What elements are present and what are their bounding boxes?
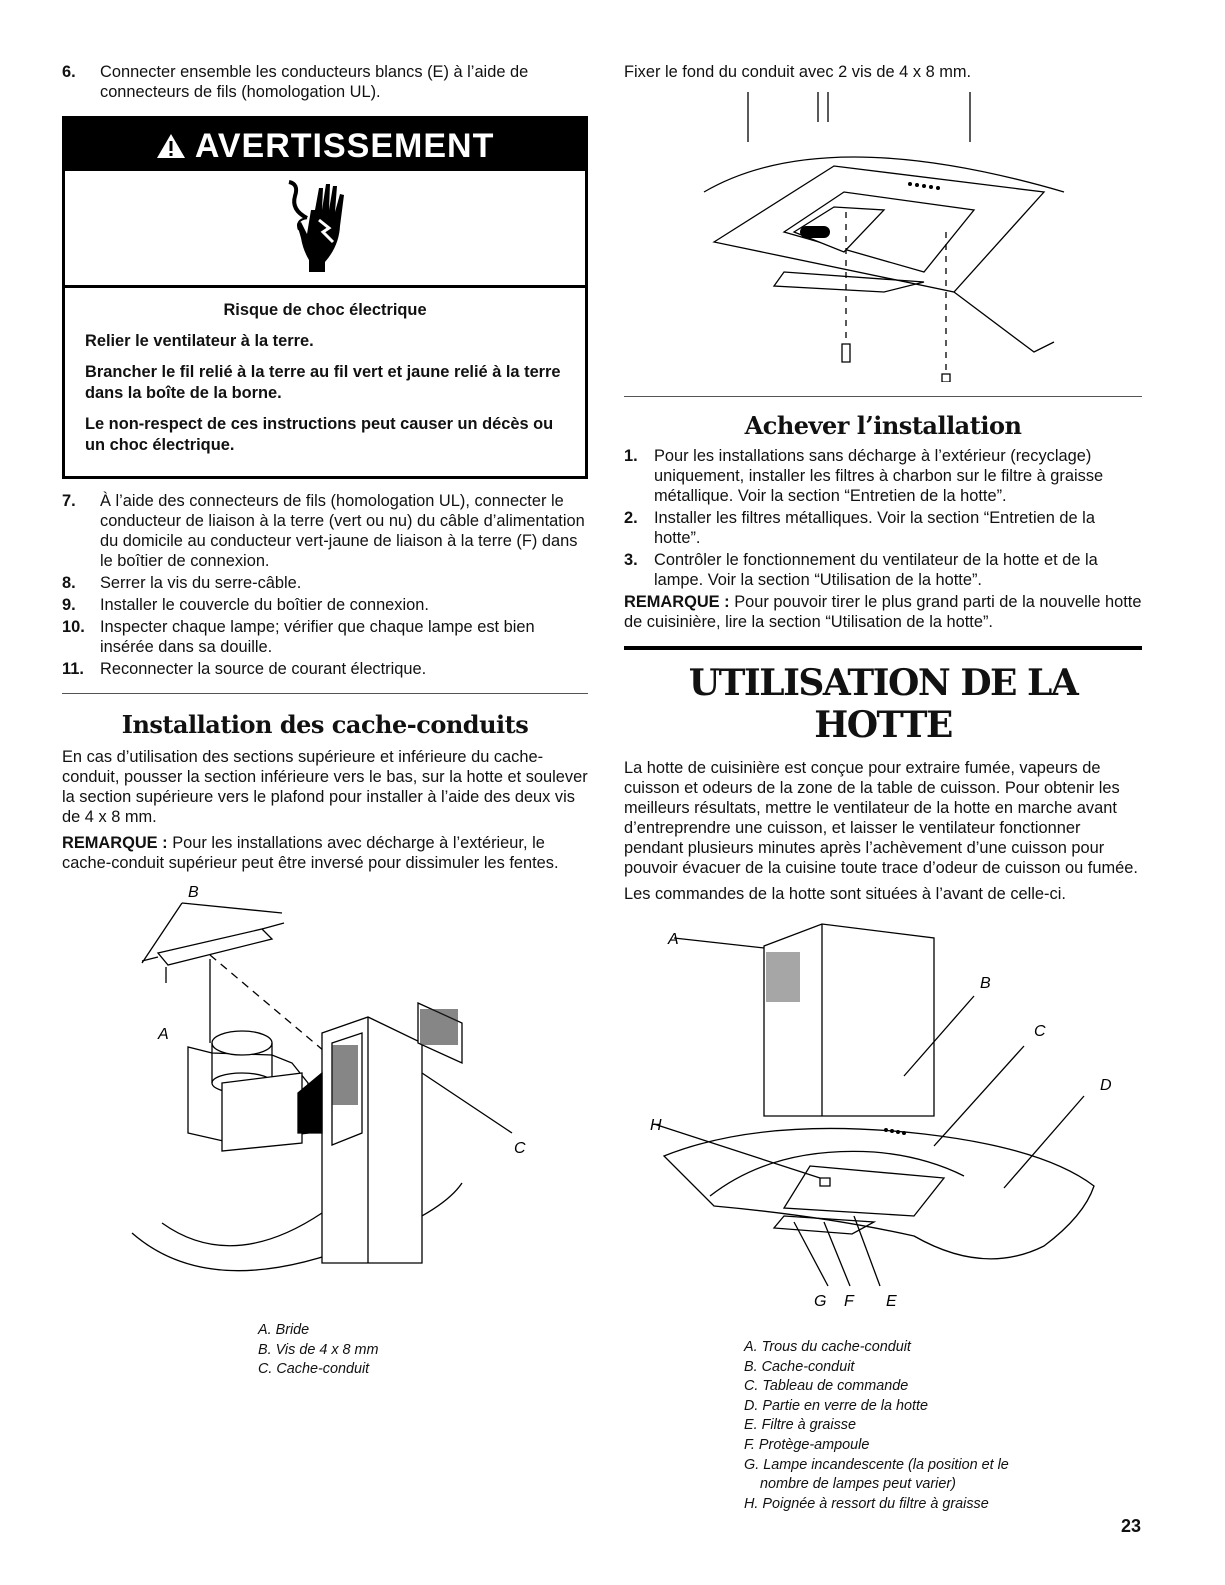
left-figure-captions <box>258 1321 588 1380</box>
step-text: Serrer la vis du serre-câble. <box>100 574 302 592</box>
warning-title: Risque de choc électrique <box>223 301 427 319</box>
caption: A. Trous du cache-conduit <box>744 1339 911 1355</box>
step-number: 6. <box>62 63 76 81</box>
step-8 <box>62 573 588 593</box>
thick-divider <box>624 646 1142 650</box>
label-c: C <box>514 1140 526 1157</box>
caption: C. Cache-conduit <box>258 1361 370 1378</box>
step-number: 8. <box>62 574 76 592</box>
step-number: 10. <box>62 618 85 636</box>
step-text: Installer les filtres métalliques. Voir la section “Entretien de la hotte”. <box>654 509 1095 547</box>
note-paragraph <box>62 833 588 873</box>
warning-triangle-icon <box>156 127 195 165</box>
warning-line: Brancher le fil relié à la terre au fil vert et jaune relié à la terre dans la boîte de la borne. <box>85 363 561 402</box>
step-text: Contrôler le fonctionnement du ventilateur de la hotte et de la lampe. Voir la section “Utilisation de la hotte”. <box>654 551 1098 589</box>
note-label: REMARQUE : <box>62 834 168 852</box>
label-g: G <box>814 1293 827 1310</box>
steps-list <box>62 491 588 679</box>
warning-box <box>62 116 588 479</box>
step-text: Inspecter chaque lampe; vérifier que chaque lampe est bien insérée dans sa douille. <box>100 618 535 656</box>
step-number: 3. <box>624 551 638 569</box>
duct-bottom-screws-figure <box>624 82 1142 382</box>
finish-step-2 <box>624 508 1142 548</box>
paragraph: La hotte de cuisinière est conçue pour extraire fumée, vapeurs de cuisson et odeurs de la zone de la table de cuisson. Pour obtenir les meilleurs résultats, mettre le ventilateur de la hotte en marche avant d’entreprendre une cuisson, et laisser le ventilateur fonctionner pendant plusieurs minutes après l’achèvement d’une cuisson pour pouvoir évacuer de la cuisine toute trace d’odeur de cuisson ou fumée. <box>624 759 1138 877</box>
warning-heading: AVERTISSEMENT <box>194 127 495 165</box>
section-paragraph: En cas d’utilisation des sections supérieure et inférieure du cache-conduit, pousser la section inférieure vers le bas, sur la hotte et soulever la section supérieure vers le plafond pour installer à l’aide des deux vis de 4 x 8 mm. <box>62 748 588 826</box>
caption: G. Lampe incandescente (la position et le <box>744 1456 1009 1473</box>
caption: H. Poignée à ressort du filtre à graisse <box>744 1495 989 1512</box>
label-d: D <box>1100 1077 1112 1094</box>
caption: A. Bride <box>258 1322 310 1338</box>
caption: F. Protège-ampoule <box>744 1436 870 1453</box>
right-column <box>624 62 1142 1514</box>
label-h: H <box>650 1117 662 1134</box>
label-f: F <box>844 1293 854 1310</box>
caption: B. Cache-conduit <box>744 1358 855 1375</box>
caption: D. Partie en verre de la hotte <box>744 1397 928 1414</box>
step-number: 2. <box>624 509 638 527</box>
label-e: E <box>886 1293 897 1310</box>
big-title: UTILISATION DE LA HOTTE <box>688 662 1078 746</box>
step-text: Installer le couvercle du boîtier de connexion. <box>100 596 429 614</box>
label-a: A <box>668 931 679 948</box>
step-text: Pour les installations sans décharge à l’extérieur (recyclage) uniquement, installer les filtres à charbon sur le filtre à graisse métallique. Voir la section “Entretien de la hotte”. <box>654 447 1104 505</box>
intro-text: Fixer le fond du conduit avec 2 vis de 4 x 8 mm. <box>624 63 972 81</box>
note-text: Pour les installations avec décharge à l’extérieur, le cache-conduit supérieur peut être inversé pour dissimuler les fentes. <box>62 834 559 872</box>
electric-shock-hand-icon <box>65 171 585 288</box>
section-title: Installation des cache-conduits <box>121 710 529 739</box>
finish-step-3 <box>624 550 1142 590</box>
label-b: B <box>980 975 991 992</box>
label-c: C <box>1034 1023 1046 1040</box>
step-text: Connecter ensemble les conducteurs blancs (E) à l’aide de connecteurs de fils (homologation UL). <box>100 63 529 101</box>
label-b: B <box>188 884 199 901</box>
divider <box>62 693 588 694</box>
caption: nombre de lampes peut varier) <box>760 1476 956 1493</box>
right-figure-captions <box>744 1338 1142 1514</box>
note-label: REMARQUE : <box>624 593 730 611</box>
step-10 <box>62 617 588 657</box>
range-hood-parts-figure <box>624 916 1142 1340</box>
step-text: Reconnecter la source de courant électrique. <box>100 660 427 678</box>
page-number: 23 <box>1120 1516 1141 1536</box>
note-text: Pour pouvoir tirer le plus grand parti de la nouvelle hotte de cuisinière, lire la section “Utilisation de la hotte”. <box>624 593 1142 631</box>
warning-line: Relier le ventilateur à la terre. <box>85 332 314 350</box>
step-number: 1. <box>624 447 638 465</box>
step-text: À l’aide des connecteurs de fils (homologation UL), connecter le conducteur de liaison à la terre (vert ou nu) du câble d’alimentation du domicile au conducteur vert-jaune de liaison à la terre (F) dans le boîtier de connexion. <box>100 492 585 570</box>
caption: C. Tableau de commande <box>744 1378 909 1395</box>
note-paragraph <box>624 592 1142 632</box>
step-11 <box>62 659 588 679</box>
step-7 <box>62 491 588 571</box>
left-column <box>62 62 588 1380</box>
paragraph: Les commandes de la hotte sont situées à l’avant de celle-ci. <box>624 885 1066 903</box>
step-6 <box>62 62 588 102</box>
warning-header <box>65 119 585 171</box>
finish-step-1 <box>624 446 1142 506</box>
warning-body <box>65 288 585 476</box>
section-title: Achever l’installation <box>744 411 1022 440</box>
step-number: 9. <box>62 596 76 614</box>
warning-line: Le non-respect de ces instructions peut causer un décès ou un choc électrique. <box>85 415 554 454</box>
label-a: A <box>158 1026 169 1043</box>
finish-steps-list <box>624 446 1142 590</box>
caption: B. Vis de 4 x 8 mm <box>258 1341 379 1358</box>
duct-cover-installation-figure <box>62 883 588 1323</box>
caption: E. Filtre à graisse <box>744 1417 856 1434</box>
step-9 <box>62 595 588 615</box>
step-number: 7. <box>62 492 76 510</box>
divider <box>624 396 1142 397</box>
step-number: 11. <box>62 660 84 678</box>
